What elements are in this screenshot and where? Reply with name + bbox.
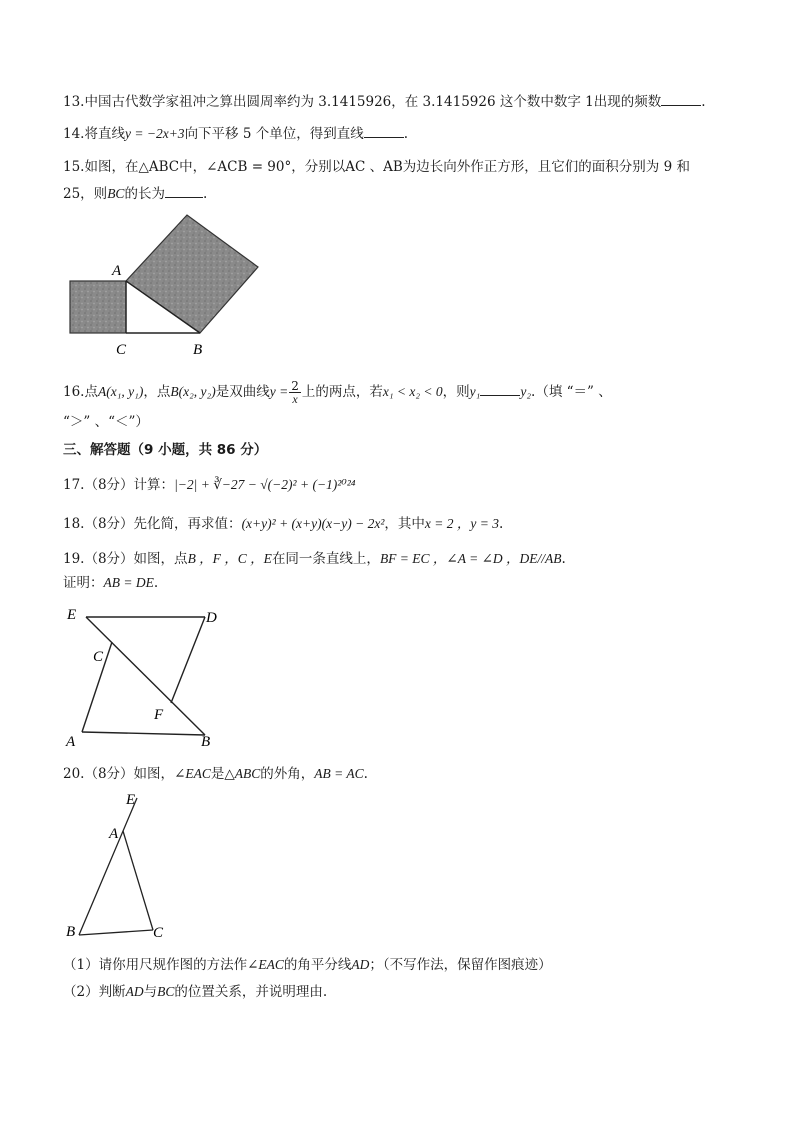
q16-y2: y₂	[520, 384, 532, 399]
q15-line2-prefix: 25，则	[63, 186, 108, 202]
q16-fraction	[289, 380, 301, 405]
q16-y1: y₁	[469, 384, 481, 399]
q18-prefix: 18.（8分）先化简，再求值：	[63, 516, 242, 532]
q19-line2-prefix: 证明：	[63, 575, 104, 591]
q16-line2: “＞” 、“＜”）	[63, 414, 149, 430]
q16-frac-num: 2	[291, 379, 299, 393]
question-15-line1	[63, 158, 690, 176]
q20-tri: △ABC	[224, 766, 261, 781]
section-3-title: 三、解答题（9 小题，共 86 分）	[63, 442, 268, 458]
q15-end: .	[202, 186, 208, 202]
q20-mid: 是	[210, 766, 225, 782]
question-16-line1	[63, 380, 612, 405]
segment-DF	[171, 617, 205, 703]
q16-part2: ，点	[143, 384, 171, 400]
q19-line1-prefix: 19.（8分）如图，点	[63, 551, 188, 567]
q13-answer-blank[interactable]	[661, 92, 701, 106]
question-20	[63, 765, 368, 783]
q19-line1-pts: B ，F ，C ，E	[187, 551, 272, 566]
section-3-heading	[63, 441, 267, 459]
q20-angle: ∠EAC	[174, 766, 211, 781]
q14-prefix: 14.将直线	[63, 126, 125, 142]
question-17	[63, 476, 356, 494]
q16-pointB: B(x₂, y₂)	[170, 384, 216, 399]
question-19-line2	[63, 574, 158, 592]
label-D: D	[206, 610, 217, 626]
q18-mid: ，其中	[384, 516, 425, 532]
segment-BC	[79, 930, 153, 935]
q16-part5: ，则	[442, 384, 470, 400]
q20-figure	[60, 790, 180, 950]
label-C: C	[93, 649, 104, 665]
question-19-line1	[63, 550, 566, 568]
q17-expr: |−2| + ∛−27 − √(−2)² + (−1)²⁰²⁴	[174, 477, 356, 492]
q16-frac-den: x	[292, 392, 298, 406]
large-square	[126, 215, 258, 333]
label-C: C	[116, 342, 127, 358]
q14-suffix: 向下平移 5 个单位，得到直线	[184, 126, 364, 142]
q15-figure	[60, 210, 280, 360]
label-B: B	[201, 734, 211, 750]
question-18	[63, 515, 503, 533]
question-20-sub1	[63, 956, 552, 974]
q20-cond: AB = AC	[314, 766, 364, 781]
q16-pointA: A(x₁, y₁)	[97, 384, 144, 399]
q15-line1: 15.如图，在△ABC中，∠ACB = 90°，分别以AC 、AB为边长向外作正方形，且它们的面积分别为 9 和	[63, 159, 690, 175]
q16-part4: 上的两点，若	[301, 384, 383, 400]
q17-prefix: 17.（8分）计算：	[63, 477, 175, 493]
q20-end: .	[363, 766, 368, 782]
q20-sub2-b: BC	[157, 984, 175, 999]
segment-EB	[86, 617, 205, 735]
q20-prefix: 20.（8分）如图，	[63, 766, 175, 782]
q19-line2-end: .	[153, 575, 159, 591]
q19-line2-expr: AB = DE	[103, 575, 154, 590]
small-square	[70, 281, 126, 333]
q19-figure	[60, 600, 230, 750]
q20-sub1-prefix: （1）请你用尺规作图的方法作	[63, 957, 248, 973]
q15-line2-var: BC	[107, 186, 125, 201]
label-A: A	[66, 734, 76, 750]
q13-text: 13.中国古代数学家祖冲之算出圆周率约为 3.1415926，在 3.1415926 这个数中数字 1出现的频数	[63, 94, 662, 110]
q20-sub1-mid: 的角平分线	[283, 957, 352, 973]
q19-end: .	[561, 551, 566, 567]
q19-line1-conds: BF = EC ，∠A = ∠D ，DE//AB	[379, 551, 562, 566]
q14-expr: y = −2x+3	[124, 126, 185, 141]
q18-expr: (x+y)² + (x+y)(x−y) − 2x²	[241, 516, 385, 531]
q15-answer-blank[interactable]	[165, 184, 203, 198]
q18-end: .	[498, 516, 504, 532]
label-A: A	[112, 263, 122, 279]
segment-AB	[82, 732, 205, 735]
label-F: F	[154, 707, 164, 723]
q20-sub2-mid: 与	[143, 984, 158, 1000]
question-13	[63, 92, 706, 111]
label-E: E	[126, 792, 136, 808]
question-15-line2	[63, 184, 207, 203]
q16-part6: .（填 “＝” 、	[531, 384, 612, 400]
q20-mid2: 的外角，	[260, 766, 315, 782]
q20-sub1-line: AD	[351, 957, 370, 972]
q18-vals: x = 2 ，y = 3	[424, 516, 499, 531]
q20-sub1-angle: ∠EAC	[247, 957, 284, 972]
q20-sub1-suffix: ；（不写作法，保留作图痕迹）	[369, 957, 552, 973]
q20-sub2-suffix: 的位置关系，并说明理由.	[174, 984, 328, 1000]
question-14	[63, 124, 408, 143]
q16-cond: x₁ < x₂ < 0	[382, 384, 443, 399]
q13-end: .	[701, 94, 706, 110]
question-20-sub2	[63, 983, 327, 1001]
q15-line2-suffix: 的长为	[124, 186, 165, 202]
q20-sub2-a: AD	[125, 984, 144, 999]
q16-part3: 是双曲线	[215, 384, 270, 400]
q14-end: .	[403, 126, 409, 142]
label-E: E	[67, 607, 77, 623]
segment-AC	[123, 831, 153, 930]
q19-line1-mid: 在同一条直线上，	[271, 551, 380, 567]
label-C: C	[153, 925, 164, 941]
q16-part1: 16.点	[63, 384, 98, 400]
q14-answer-blank[interactable]	[364, 124, 404, 138]
label-A: A	[109, 826, 119, 842]
question-16-line2	[63, 413, 149, 431]
label-B: B	[193, 342, 203, 358]
q16-curve-lhs: y =	[269, 384, 289, 399]
ray-EB	[79, 798, 137, 935]
q20-sub2-prefix: （2）判断	[63, 984, 126, 1000]
q16-answer-blank[interactable]	[480, 382, 520, 396]
label-B: B	[66, 924, 76, 940]
